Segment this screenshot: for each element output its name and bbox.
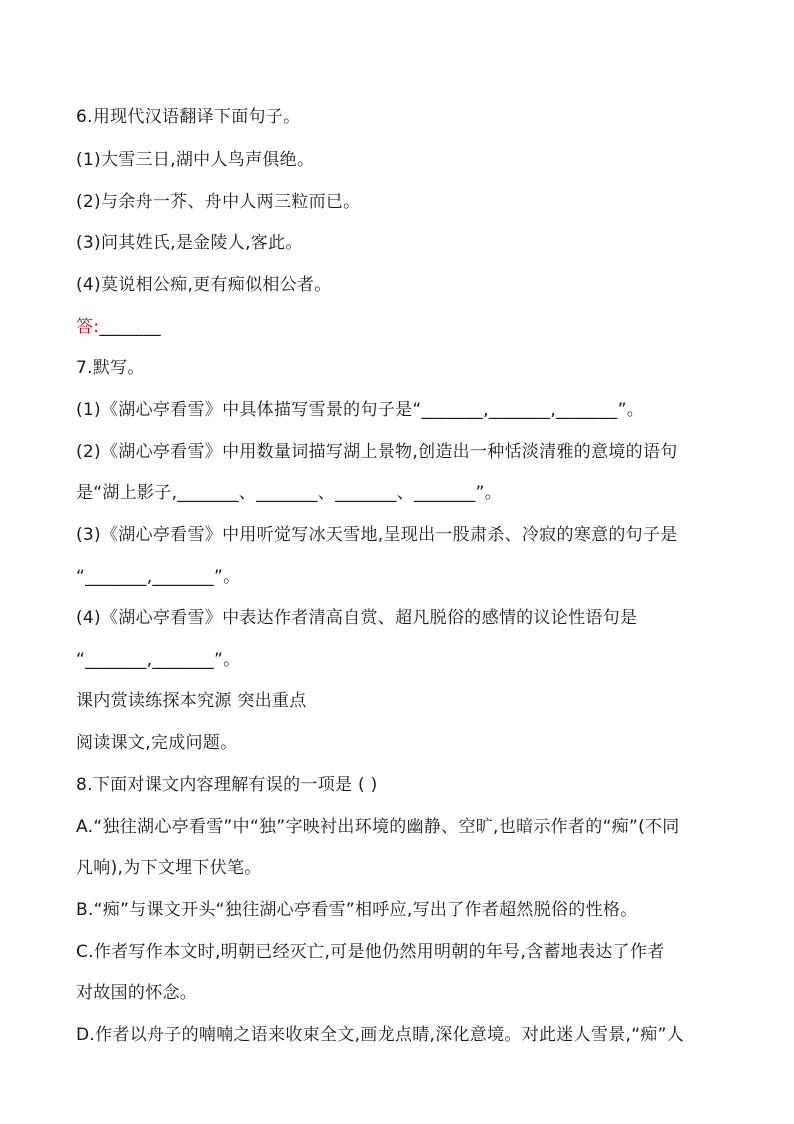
q7-line-1: (1)《湖心亭看雪》中具体描写雪景的句子是“_______,_______,_______”。: [76, 400, 645, 420]
q8-option-d-line-1: D.作者以舟子的喃喃之语来收束全文,画龙点睛,深化意境。对此迷人雪景,“痴”人: [76, 1025, 685, 1045]
q6-item-3: (3)问其姓氏,是金陵人,客此。: [76, 233, 303, 253]
q6-answer: [76, 315, 161, 339]
answer-blank: _______: [99, 317, 161, 337]
q7-line-3: 是“湖上影子,_______、_______、_______、_______”。: [76, 483, 503, 503]
q8-option-c-line-2: 对故国的怀念。: [76, 983, 198, 1003]
section-instruction: 阅读课文,完成问题。: [76, 733, 238, 753]
q7-line-4: (3)《湖心亭看雪》中用听觉写冰天雪地,呈现出一股肃杀、冷寂的寒意的句子是: [76, 525, 678, 545]
q8-option-c-line-1: C.作者写作本文时,明朝已经灭亡,可是他仍然用明朝的年号,含蓄地表达了作者: [76, 942, 665, 962]
q8-option-a-line-1: A.“独往湖心亭看雪”中“独”字映衬出环境的幽静、空旷,也暗示作者的“痴”(不同: [76, 817, 680, 837]
q7-line-2: (2)《湖心亭看雪》中用数量词描写湖上景物,创造出一种恬淡清雅的意境的语句: [76, 442, 678, 462]
answer-label: 答:: [76, 317, 100, 337]
q7-line-5: “_______,_______”。: [76, 567, 241, 587]
q8-title: 8.下面对课文内容理解有误的一项是 ( ): [76, 775, 378, 795]
q6-item-4: (4)莫说相公痴,更有痴似相公者。: [76, 275, 332, 295]
q7-title: 7.默写。: [76, 358, 145, 378]
q6-title: 6.用现代汉语翻译下面句子。: [76, 107, 301, 127]
q6-item-1: (1)大雪三日,湖中人鸟声俱绝。: [76, 150, 315, 170]
q7-line-7: “_______,_______”。: [76, 650, 241, 670]
q8-option-b: B.“痴”与课文开头“独往湖心亭看雪”相呼应,写出了作者超然脱俗的性格。: [76, 900, 638, 920]
section-heading: 课内赏读练探本究源 突出重点: [76, 691, 307, 711]
q6-item-2: (2)与余舟一芥、舟中人两三粒而已。: [76, 192, 361, 212]
q8-option-a-line-2: 凡响),为下文埋下伏笔。: [76, 858, 262, 878]
q7-line-6: (4)《湖心亭看雪》中表达作者清高自赏、超凡脱俗的感情的议论性语句是: [76, 608, 638, 628]
